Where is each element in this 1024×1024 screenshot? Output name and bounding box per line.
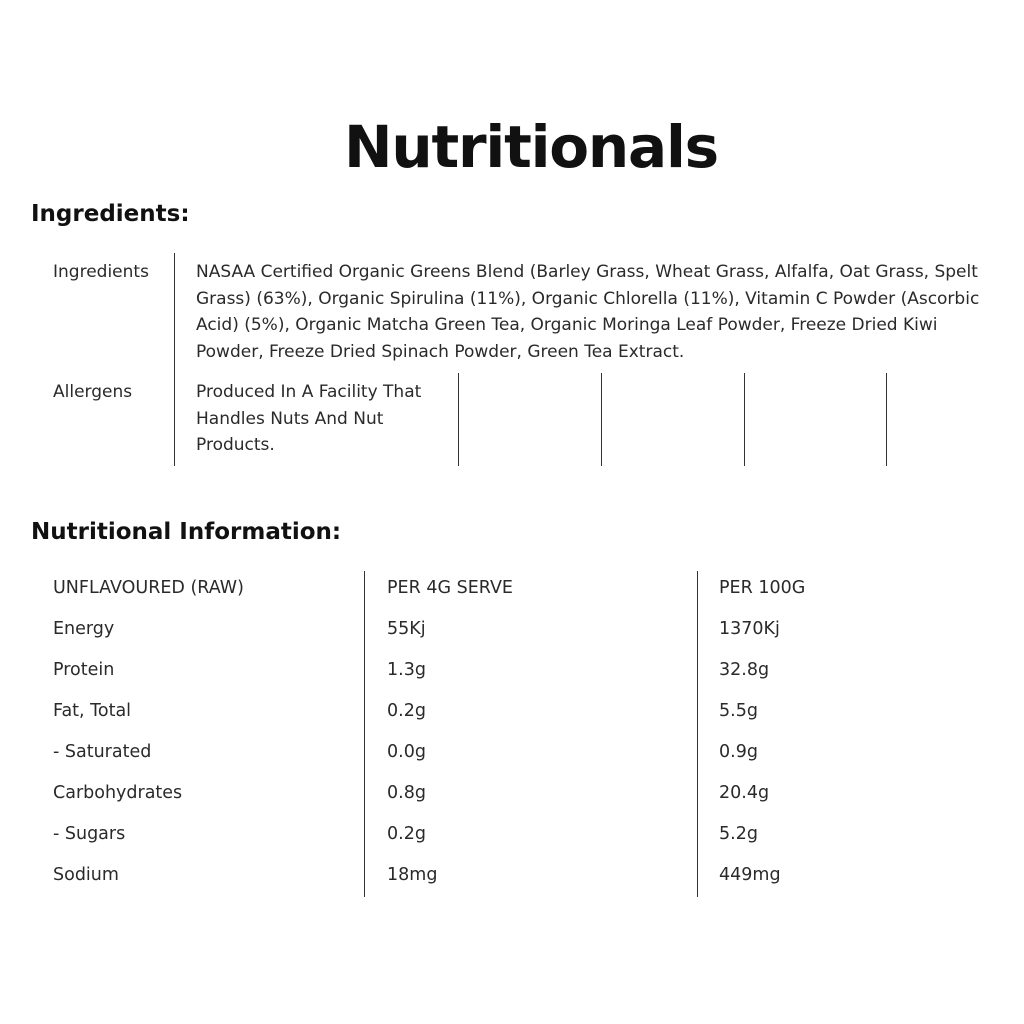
table-row bbox=[0, 824, 1024, 854]
nutrient-name: Fat, Total bbox=[53, 701, 132, 721]
per-serve-value: 18mg bbox=[387, 865, 438, 885]
per-100g-value: 5.5g bbox=[719, 701, 758, 721]
ingredients-heading: Ingredients: bbox=[31, 201, 190, 227]
per-100g-value: 1370Kj bbox=[719, 619, 780, 639]
allergens-label: Allergens bbox=[53, 382, 133, 402]
nutrient-name: Energy bbox=[53, 619, 115, 639]
column-header: PER 4G SERVE bbox=[387, 578, 513, 598]
table-row bbox=[0, 783, 1024, 813]
nutrient-name: Protein bbox=[53, 660, 115, 680]
nutrition-header-row bbox=[0, 578, 1024, 608]
allergens-cell-divider bbox=[886, 373, 887, 466]
column-header: PER 100G bbox=[719, 578, 806, 598]
per-serve-value: 0.2g bbox=[387, 824, 426, 844]
per-100g-value: 0.9g bbox=[719, 742, 758, 762]
table-row bbox=[0, 742, 1024, 772]
nutrient-name: Carbohydrates bbox=[53, 783, 183, 803]
per-serve-value: 0.8g bbox=[387, 783, 426, 803]
column-header: UNFLAVOURED (RAW) bbox=[53, 578, 244, 598]
page-title: Nutritionals bbox=[344, 113, 718, 181]
allergens-value: Produced In A Facility That Handles Nuts And Nut Products. bbox=[196, 382, 422, 455]
table-row bbox=[0, 619, 1024, 649]
allergens-cell-divider bbox=[601, 373, 602, 466]
per-100g-value: 20.4g bbox=[719, 783, 770, 803]
table-row bbox=[0, 660, 1024, 690]
per-100g-value: 449mg bbox=[719, 865, 781, 885]
per-serve-value: 0.0g bbox=[387, 742, 426, 762]
nutrient-name: - Sugars bbox=[53, 824, 126, 844]
per-100g-value: 5.2g bbox=[719, 824, 758, 844]
ingredients-column-divider bbox=[174, 253, 175, 466]
table-row bbox=[0, 701, 1024, 731]
allergens-cell-divider bbox=[744, 373, 745, 466]
nutrient-name: Sodium bbox=[53, 865, 119, 885]
per-serve-value: 1.3g bbox=[387, 660, 426, 680]
nutrition-heading: Nutritional Information: bbox=[31, 519, 342, 545]
per-serve-value: 55Kj bbox=[387, 619, 426, 639]
per-100g-value: 32.8g bbox=[719, 660, 770, 680]
per-serve-value: 0.2g bbox=[387, 701, 426, 721]
ingredients-label: Ingredients bbox=[53, 262, 149, 282]
ingredients-value: NASAA Certified Organic Greens Blend (Barley Grass, Wheat Grass, Alfalfa, Oat Grass, Spelt Grass) (63%), Organic Spirulina (11%), Organic Chlorella (11%), Vitamin C Powder (Ascorbic Acid) (5%), Organic Matcha Green Tea, Organic Moringa Leaf Powder, Freeze Dried Kiwi Powder, Freeze Dried Spinach Powder, Green Tea Extract. bbox=[196, 262, 980, 362]
allergens-cell-divider bbox=[458, 373, 459, 466]
table-row bbox=[0, 865, 1024, 895]
nutrient-name: - Saturated bbox=[53, 742, 152, 762]
